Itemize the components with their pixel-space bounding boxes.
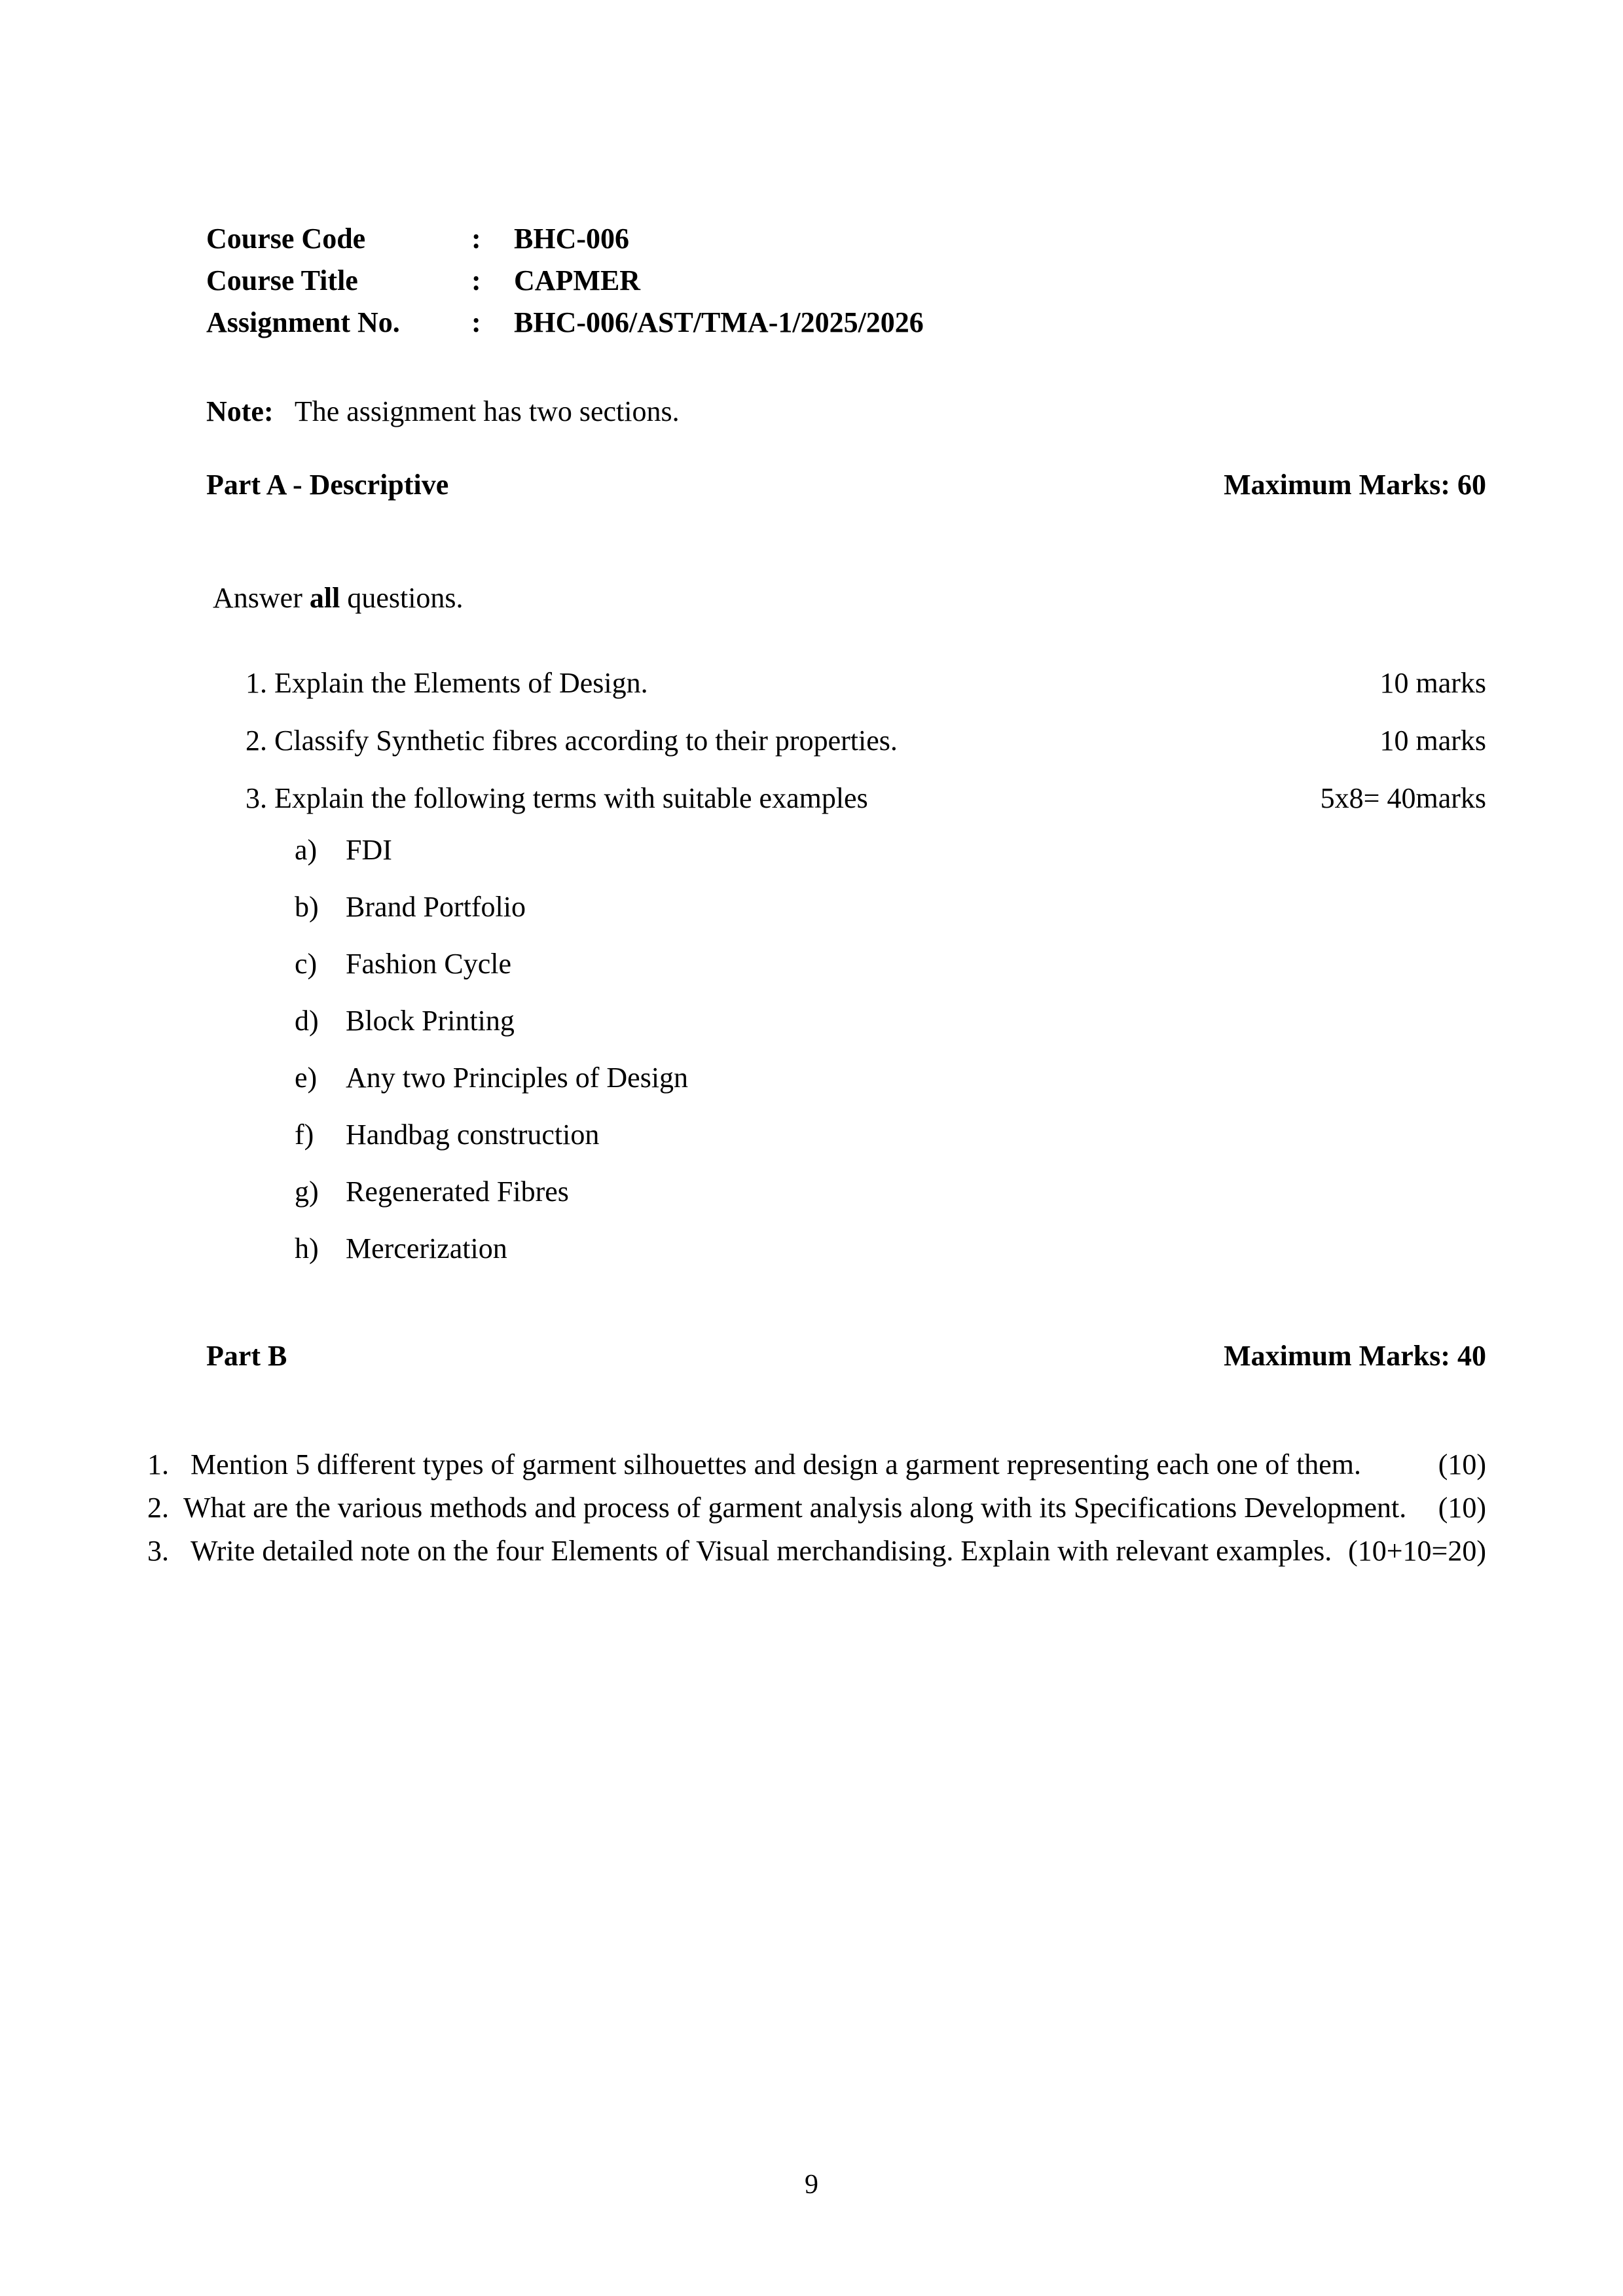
subitem-letter: h) bbox=[295, 1232, 319, 1265]
question-text: 2. Classify Synthetic fibres according to their properties. bbox=[246, 725, 898, 757]
subitem-letter: d) bbox=[295, 1005, 319, 1037]
list-item bbox=[295, 935, 688, 992]
subitem-letter: g) bbox=[295, 1175, 319, 1208]
question-text: Mention 5 different types of garment silhouettes and design a garment representing each one of them. bbox=[191, 1448, 1361, 1480]
part-a-question-3 bbox=[246, 770, 1486, 827]
answer-instruction-before: Answer bbox=[213, 582, 310, 614]
answer-instruction-after: questions. bbox=[340, 582, 464, 614]
subitem-text: Handbag construction bbox=[346, 1119, 600, 1151]
subitem-letter: a) bbox=[295, 834, 318, 866]
course-code-value: BHC-006 bbox=[514, 223, 629, 255]
question-marks: (10) bbox=[1438, 1448, 1486, 1480]
question-number: 3. bbox=[147, 1535, 169, 1567]
part-b-heading-row bbox=[206, 1337, 1486, 1375]
course-title-colon: : bbox=[471, 264, 481, 296]
subitem-text: Mercerization bbox=[346, 1232, 507, 1265]
list-item bbox=[295, 1049, 688, 1106]
question-marks: (10+10=20) bbox=[1348, 1535, 1486, 1567]
question-text: Write detailed note on the four Elements of Visual merchandising. Explain with relevant examples. bbox=[191, 1535, 1332, 1567]
question-text: 3. Explain the following terms with suitable examples bbox=[246, 782, 868, 814]
part-b-max-marks: Maximum Marks: 40 bbox=[1224, 1340, 1486, 1372]
assignment-no-value: BHC-006/AST/TMA-1/2025/2026 bbox=[514, 306, 924, 338]
answer-instruction bbox=[213, 579, 464, 617]
question-marks: (10) bbox=[1438, 1492, 1486, 1524]
course-code-row bbox=[206, 218, 924, 260]
note-label: Note: bbox=[206, 395, 274, 427]
course-header-block bbox=[206, 218, 924, 344]
subitem-text: Brand Portfolio bbox=[346, 891, 526, 923]
part-a-max-marks: Maximum Marks: 60 bbox=[1224, 469, 1486, 501]
list-item bbox=[295, 992, 688, 1049]
subitem-text: FDI bbox=[346, 834, 392, 866]
part-b-question-2 bbox=[147, 1486, 1486, 1530]
question-marks: 5x8= 40marks bbox=[1320, 782, 1486, 814]
part-a-question-1 bbox=[246, 655, 1486, 712]
question-text: What are the various methods and process of garment analysis along with its Specifications Development. bbox=[183, 1492, 1407, 1524]
part-a-heading-row bbox=[206, 466, 1486, 504]
question-number: 1. bbox=[147, 1448, 169, 1480]
subitem-text: Any two Principles of Design bbox=[346, 1062, 689, 1094]
part-b-title: Part B bbox=[206, 1340, 287, 1372]
part-b-question-1 bbox=[147, 1443, 1486, 1486]
subitem-letter: f) bbox=[295, 1119, 314, 1151]
note-text: The assignment has two sections. bbox=[294, 395, 680, 427]
subitem-text: Regenerated Fibres bbox=[346, 1175, 569, 1208]
list-item bbox=[295, 878, 688, 935]
list-item bbox=[295, 1163, 688, 1220]
list-item bbox=[295, 1220, 688, 1277]
list-item bbox=[295, 1106, 688, 1163]
question-text: 1. Explain the Elements of Design. bbox=[246, 667, 648, 699]
part-a-question-2 bbox=[246, 712, 1486, 770]
part-a-title: Part A - Descriptive bbox=[206, 469, 449, 501]
part-a-question-list bbox=[246, 655, 1486, 827]
course-code-label: Course Code bbox=[206, 223, 366, 255]
course-title-row bbox=[206, 260, 924, 302]
subitem-text: Block Printing bbox=[346, 1005, 515, 1037]
subitem-letter: b) bbox=[295, 891, 319, 923]
course-title-value: CAPMER bbox=[514, 264, 641, 296]
page-number: 9 bbox=[805, 2170, 818, 2200]
part-b-question-3 bbox=[147, 1530, 1486, 1573]
question-marks: 10 marks bbox=[1379, 667, 1486, 699]
list-item bbox=[295, 821, 688, 878]
part-a-subitem-list bbox=[295, 821, 688, 1277]
part-b-question-list bbox=[147, 1443, 1486, 1573]
question-number: 2. bbox=[147, 1492, 169, 1524]
answer-instruction-emphasis: all bbox=[309, 582, 340, 614]
subitem-letter: c) bbox=[295, 948, 318, 980]
question-marks: 10 marks bbox=[1379, 725, 1486, 757]
course-code-colon: : bbox=[471, 223, 481, 255]
course-title-label: Course Title bbox=[206, 264, 358, 296]
assignment-no-label: Assignment No. bbox=[206, 306, 400, 338]
subitem-letter: e) bbox=[295, 1062, 318, 1094]
assignment-no-colon: : bbox=[471, 306, 481, 338]
assignment-no-row bbox=[206, 302, 924, 344]
subitem-text: Fashion Cycle bbox=[346, 948, 511, 980]
note-line bbox=[206, 393, 680, 431]
